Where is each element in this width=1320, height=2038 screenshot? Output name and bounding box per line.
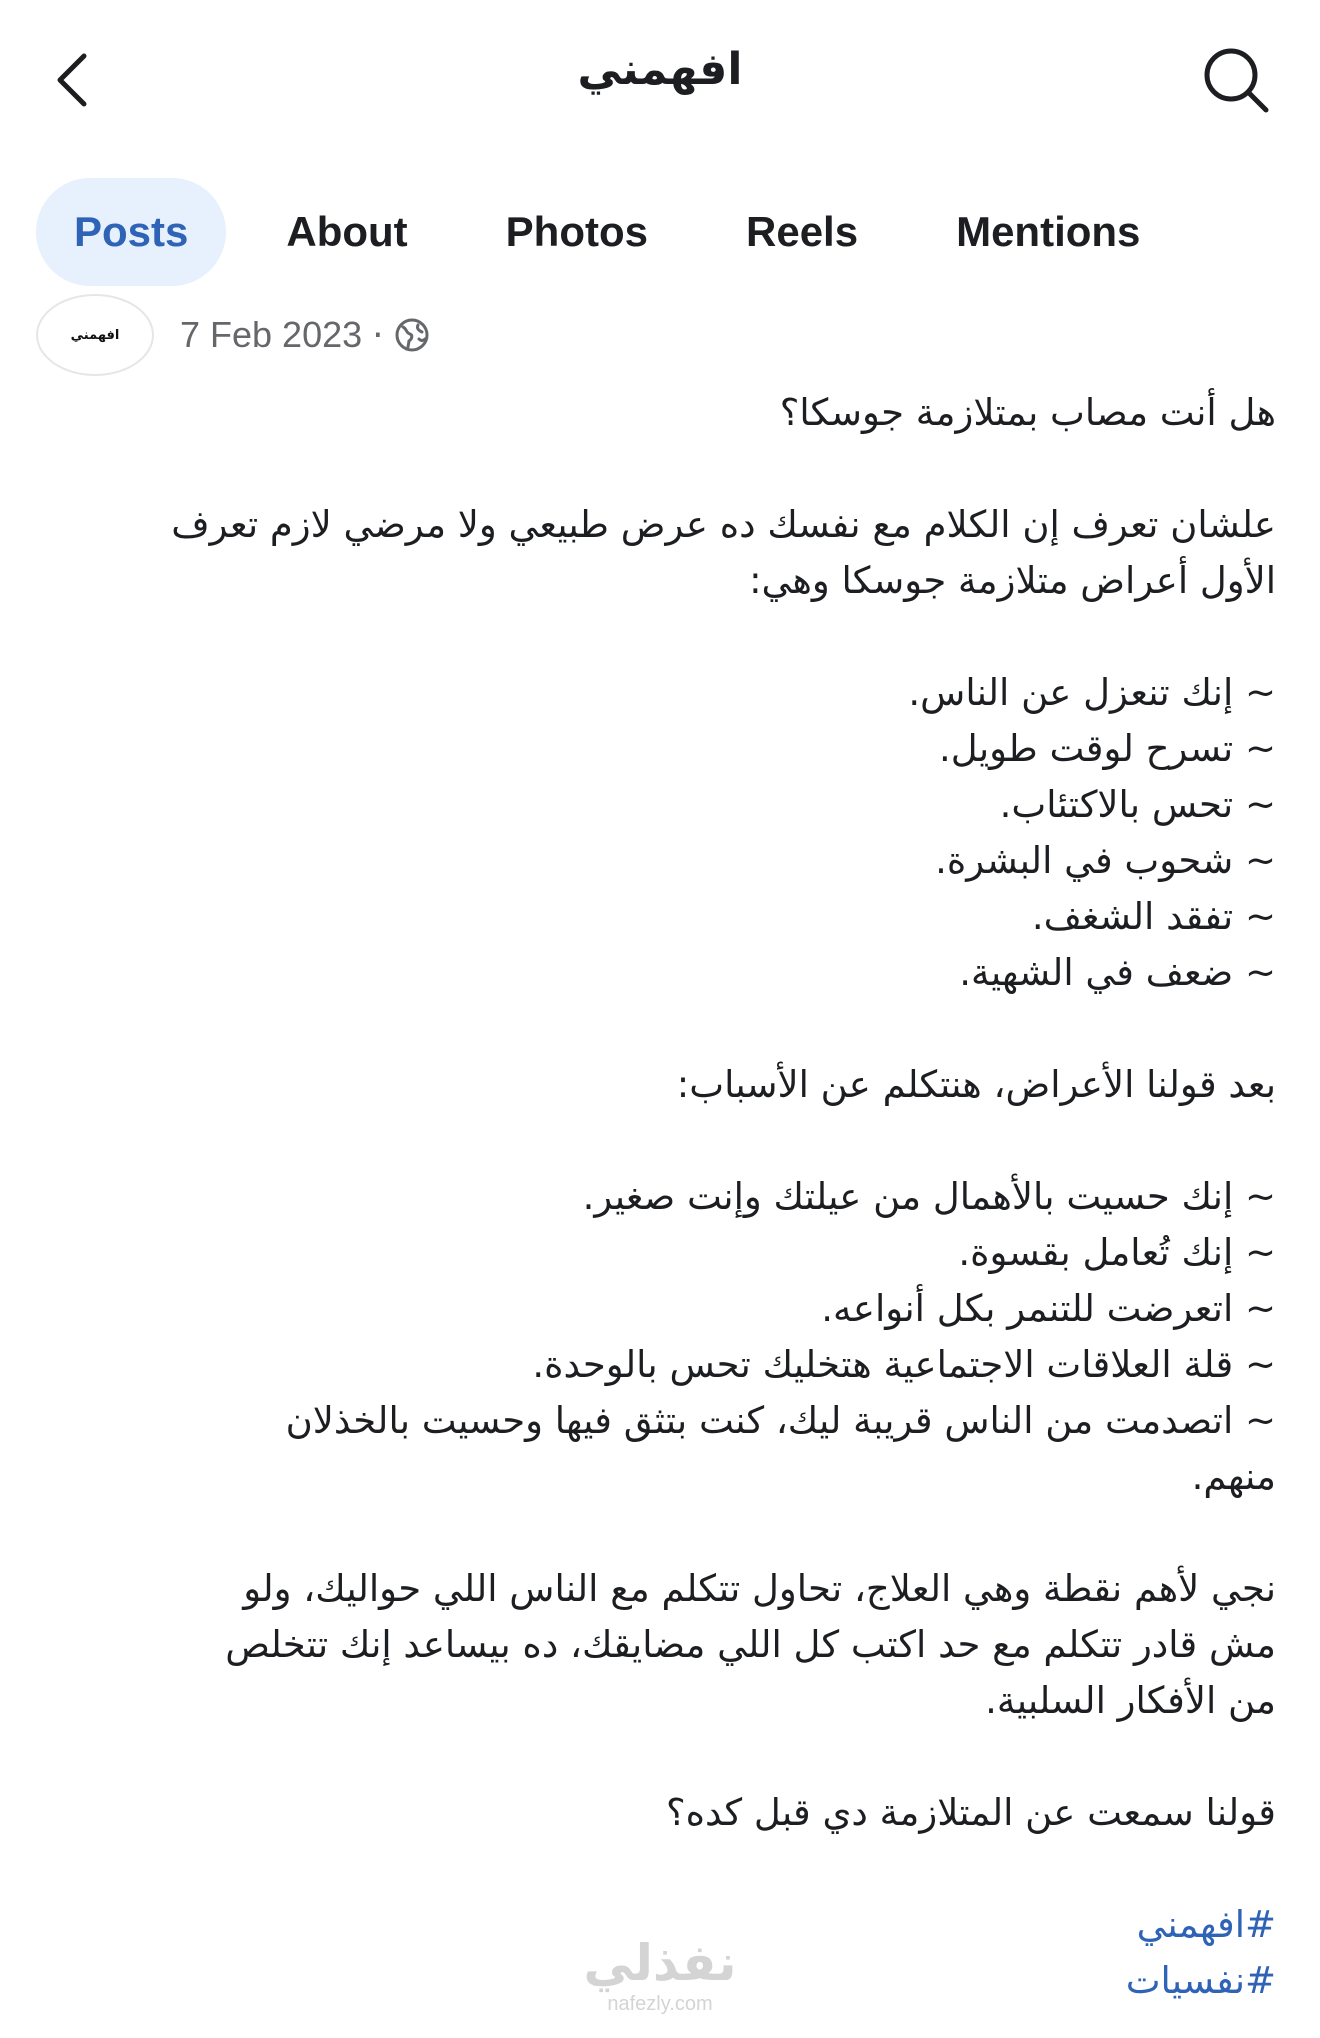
hashtag-link[interactable]: #افهمني bbox=[1136, 1903, 1276, 1946]
list-item: ~ إنك تنعزل عن الناس. bbox=[908, 671, 1276, 714]
list-item: ~ اتعرضت للتنمر بكل أنواعه. bbox=[821, 1287, 1276, 1330]
causes-list bbox=[76, 1169, 1276, 1505]
top-bar bbox=[0, 0, 1320, 160]
post-paragraph bbox=[76, 497, 1276, 609]
post-line: من الأفكار السلبية. bbox=[985, 1679, 1276, 1722]
post-line: هل أنت مصاب بمتلازمة جوسكا؟ bbox=[779, 391, 1276, 434]
post-paragraph bbox=[76, 385, 1276, 441]
hashtag-link[interactable]: #نفسيات bbox=[1125, 1959, 1276, 2002]
list-item: ~ قلة العلاقات الاجتماعية هتخليك تحس بالوحدة. bbox=[532, 1343, 1276, 1386]
post-line: مش قادر تتكلم مع حد اكتب كل اللي مضايقك، ده بيساعد إنك تتخلص bbox=[225, 1623, 1276, 1666]
post-line: الأول أعراض متلازمة جوسكا وهي: bbox=[749, 559, 1276, 602]
tab-reels[interactable]: Reels bbox=[746, 208, 859, 255]
list-item: ~ تفقد الشغف. bbox=[1031, 895, 1276, 938]
list-item: ~ إنك تُعامل بقسوة. bbox=[958, 1231, 1276, 1274]
tab-about[interactable]: About bbox=[286, 208, 408, 255]
post-line: قولنا سمعت عن المتلازمة دي قبل كده؟ bbox=[666, 1791, 1276, 1834]
post-line: بعد قولنا الأعراض، هنتكلم عن الأسباب: bbox=[676, 1063, 1276, 1106]
avatar[interactable] bbox=[36, 294, 154, 376]
post-paragraph bbox=[76, 1785, 1276, 1841]
post-paragraph bbox=[76, 1057, 1276, 1113]
watermark-logo: نفذلي bbox=[583, 1934, 737, 1992]
search-icon bbox=[1200, 44, 1272, 116]
watermark bbox=[560, 1935, 760, 2017]
list-item: ~ إنك حسيت بالأهمال من عيلتك وإنت صغير. bbox=[582, 1175, 1276, 1218]
list-item: ~ تسرح لوقت طويل. bbox=[939, 727, 1276, 770]
tab-mentions[interactable]: Mentions bbox=[956, 208, 1141, 255]
watermark-url: nafezly.com bbox=[607, 1993, 713, 2015]
post-line: علشان تعرف إن الكلام مع نفسك ده عرض طبيعي ولا مرضي لازم تعرف bbox=[171, 503, 1276, 546]
post-date[interactable]: 7 Feb 2023 bbox=[180, 314, 363, 355]
search-button[interactable] bbox=[1192, 36, 1280, 124]
list-item: منهم. bbox=[1191, 1455, 1276, 1498]
separator-dot: · bbox=[372, 314, 384, 356]
list-item: ~ تحس بالاكتئاب. bbox=[999, 783, 1276, 826]
globe-icon bbox=[394, 317, 430, 353]
list-item: ~ ضعف في الشهية. bbox=[959, 951, 1276, 994]
post-line: نجي لأهم نقطة وهي العلاج، تحاول تتكلم مع الناس اللي حواليك، ولو bbox=[243, 1567, 1276, 1610]
list-item: ~ شحوب في البشرة. bbox=[935, 839, 1276, 882]
symptoms-list bbox=[76, 665, 1276, 1001]
tab-photos[interactable]: Photos bbox=[505, 208, 648, 255]
post-text bbox=[76, 385, 1276, 2009]
list-item: ~ اتصدمت من الناس قريبة ليك، كنت بتثق فيها وحسيت بالخذلان bbox=[285, 1399, 1276, 1442]
tab-bar bbox=[36, 178, 1200, 286]
page-title: افهمني bbox=[577, 44, 743, 95]
tab-posts[interactable]: Posts bbox=[36, 178, 226, 286]
post-header bbox=[36, 290, 430, 380]
post-paragraph bbox=[76, 1561, 1276, 1729]
avatar-logo-text: افهمني bbox=[70, 327, 120, 343]
